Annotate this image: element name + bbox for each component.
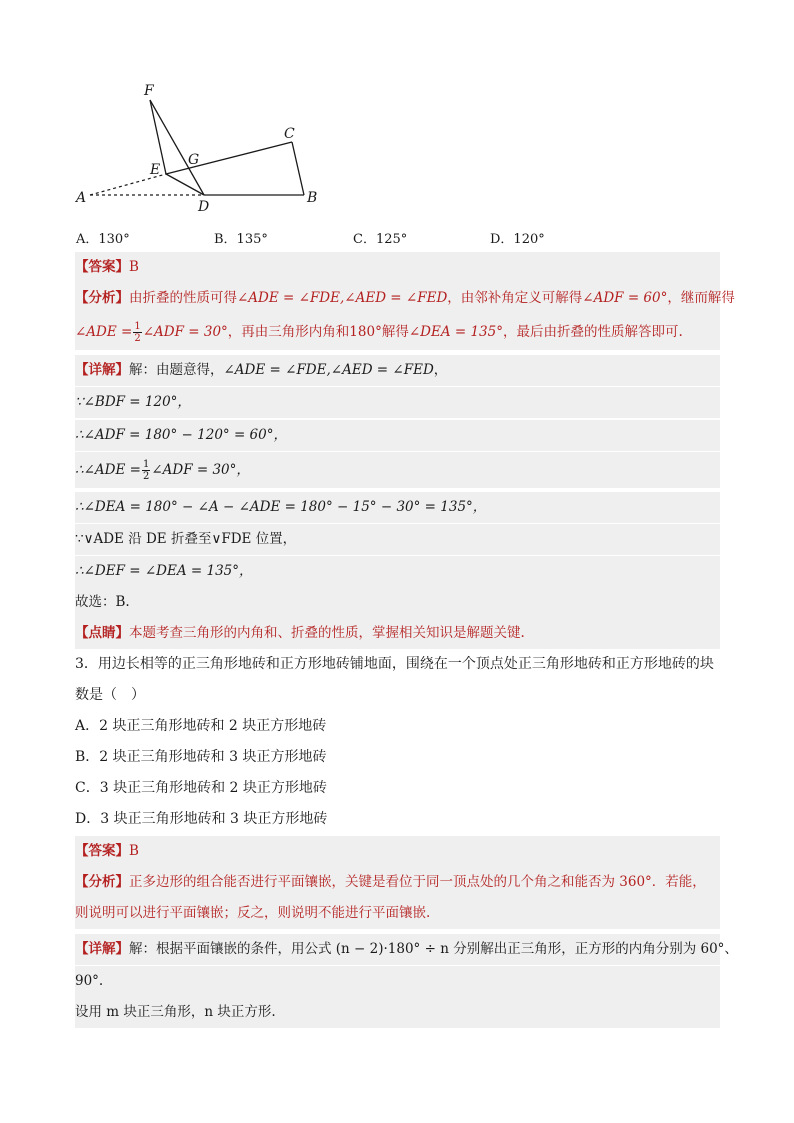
- q2-detail-line-6: ∵∨ADE 沿 DE 折叠至∨FDE 位置，: [75, 524, 720, 555]
- fraction: [133, 321, 141, 344]
- q2-detail-line-8: 故选：B.: [75, 587, 720, 618]
- q3-detail-line-1: [75, 934, 738, 965]
- q2-option-d: D．120°: [490, 232, 545, 247]
- q3-option-a: A．2 块正三角形地砖和 2 块正方形地砖: [75, 718, 327, 734]
- detail-tag: 【详解】: [75, 362, 129, 378]
- q3-option-d: D．3 块正三角形地砖和 3 块正方形地砖: [75, 811, 328, 827]
- answer-value: B: [129, 843, 139, 859]
- q2-answer-line: [75, 252, 720, 283]
- fraction-numerator: 1: [142, 459, 150, 470]
- q2-option-b: B．135°: [214, 232, 268, 247]
- point-tag: 【点睛】: [75, 625, 129, 641]
- q2-analysis-line-1: [75, 283, 735, 314]
- label-f: F: [144, 83, 154, 99]
- analysis-text: ，再由三角形内角和180°解得: [227, 324, 409, 340]
- label-g: G: [188, 152, 200, 168]
- detail-text: ，: [433, 362, 448, 378]
- answer-tag: 【答案】: [75, 843, 129, 859]
- analysis-formula: ∠ADF = 60°: [582, 290, 668, 306]
- q3-option-b: B．2 块正三角形地砖和 3 块正方形地砖: [75, 749, 327, 765]
- fraction-denominator: 2: [142, 471, 150, 482]
- detail-formula: ∠ADF = 30°，: [151, 462, 250, 478]
- analysis-tag: 【分析】: [75, 290, 129, 306]
- q3-stem-line-2: 数是（ ）: [75, 687, 145, 703]
- label-c: C: [284, 126, 295, 142]
- detail-formula: ∠ADE = ∠FDE,∠AED = ∠FED: [223, 362, 434, 378]
- analysis-text: ，继而解得: [667, 290, 735, 306]
- q3-analysis-line-2: 则说明可以进行平面镶嵌；反之，则说明不能进行平面镶嵌.: [75, 898, 720, 929]
- q2-point-line: [75, 618, 720, 649]
- analysis-text: 正多边形的组合能否进行平面镶嵌，关键是看位于同一顶点处的几个角之和能否为 360°．若能，: [129, 874, 706, 890]
- label-d: D: [198, 199, 210, 215]
- q2-options: [76, 228, 716, 248]
- analysis-formula: ∠ADF = 30°: [142, 324, 228, 340]
- q2-detail-line-7: ∴∠DEF = ∠DEA = 135°，: [75, 556, 720, 587]
- detail-text: 解：由题意得，: [129, 362, 224, 378]
- q2-option-c: C．125°: [353, 232, 408, 247]
- q3-detail-line-3: 设用 m 块正三角形，n 块正方形.: [75, 997, 720, 1028]
- q2-detail-line-4: [75, 452, 720, 488]
- label-e: E: [150, 162, 161, 178]
- detail-text: 解：根据平面镶嵌的条件，用公式 (n − 2)·180° ÷ n 分别解出正三角形，正方形的内角分别为 60°、: [129, 941, 738, 957]
- analysis-formula: ∠DEA = 135°: [408, 324, 503, 340]
- q3-answer-line: [75, 836, 720, 867]
- analysis-text: ，最后由折叠的性质解答即可.: [502, 324, 683, 340]
- segment-ce: [166, 142, 292, 174]
- analysis-tag: 【分析】: [75, 874, 129, 890]
- q2-option-a: A．130°: [76, 232, 130, 247]
- label-a: A: [76, 190, 87, 206]
- point-text: 本题考查三角形的内角和、折叠的性质，掌握相关知识是解题关键.: [129, 625, 525, 641]
- segment-bc: [292, 142, 304, 195]
- q2-detail-line-3: ∴∠ADF = 180° − 120° = 60°，: [75, 420, 720, 451]
- q3-analysis-line-1: [75, 867, 720, 898]
- q3-option-c: C．3 块正三角形地砖和 2 块正方形地砖: [75, 780, 327, 796]
- answer-tag: 【答案】: [75, 259, 129, 275]
- detail-tag: 【详解】: [75, 941, 129, 957]
- label-b: B: [307, 190, 318, 206]
- fraction-numerator: 1: [134, 321, 141, 332]
- q3-stem-line-1: 3．用边长相等的正三角形地砖和正方形地砖铺地面，围绕在一个顶点处正三角形地砖和正方形地砖的块: [75, 656, 714, 672]
- answer-value: B: [129, 259, 139, 275]
- geometry-figure: [70, 78, 330, 218]
- analysis-text: 由折叠的性质可得: [129, 290, 237, 306]
- detail-formula: ∴∠ADE =: [75, 462, 141, 478]
- folding-diagram: [70, 78, 330, 218]
- q2-analysis-line-2: [75, 314, 720, 350]
- analysis-text: ，由邻补角定义可解得: [447, 290, 583, 306]
- fraction: [142, 459, 150, 482]
- q2-detail-line-1: [75, 355, 720, 386]
- q2-detail-line-5: ∴∠DEA = 180° − ∠A − ∠ADE = 180° − 15° − 30° = 135°，: [75, 492, 720, 523]
- fraction-denominator: 2: [134, 333, 141, 344]
- q3-detail-line-2: 90°.: [75, 966, 720, 997]
- analysis-formula: ∠ADE =: [75, 324, 133, 340]
- q2-detail-line-2: ∵∠BDF = 120°，: [75, 387, 720, 418]
- analysis-formula: ∠ADE = ∠FDE,∠AED = ∠FED: [237, 290, 448, 306]
